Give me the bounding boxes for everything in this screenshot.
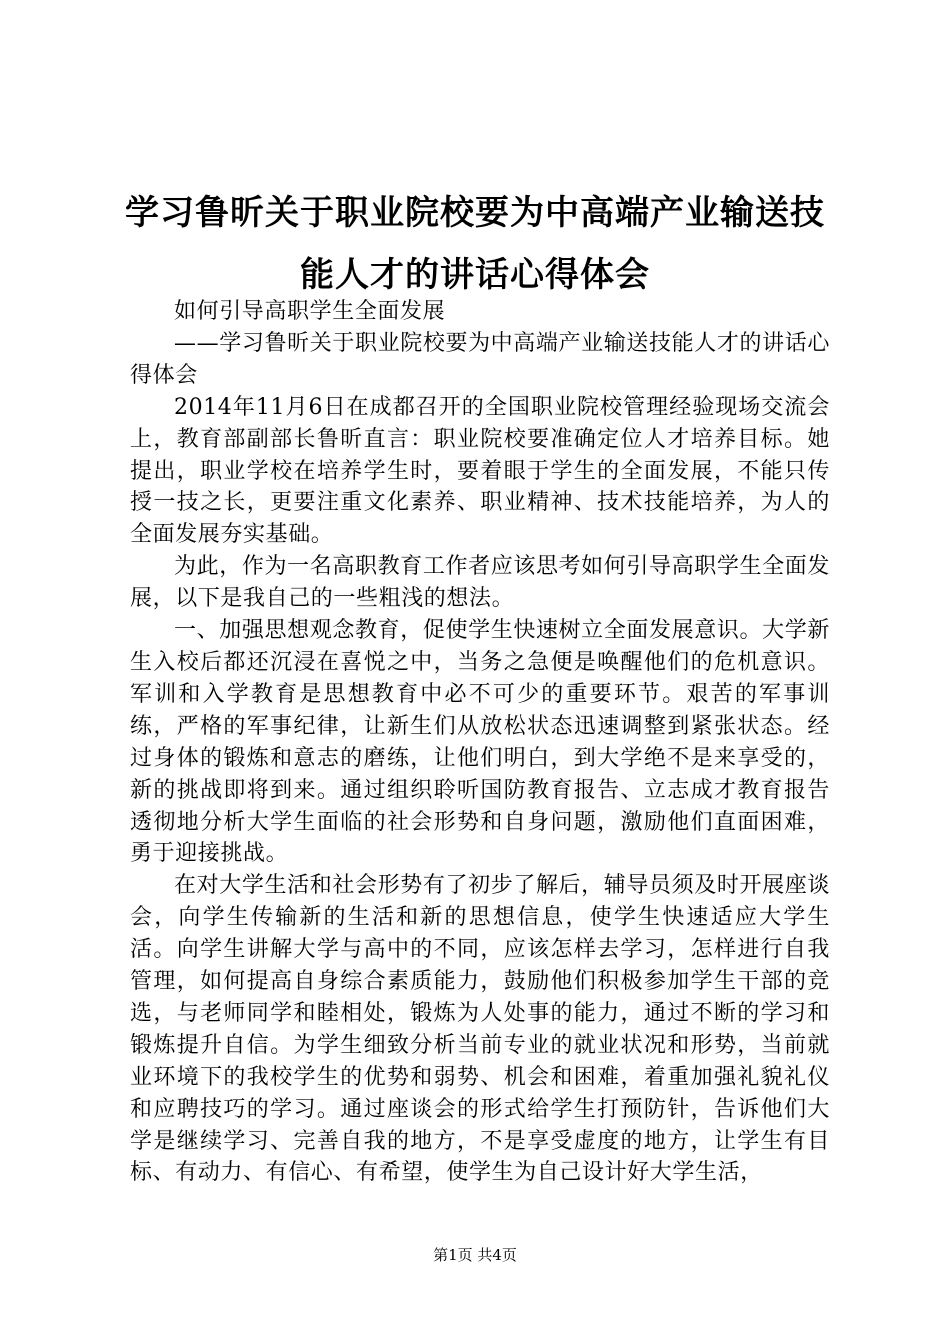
paragraph: 一、加强思想观念教育，促使学生快速树立全面发展意识。大学新生入校后都还沉浸在喜悦之中，当务之急便是唤醒他们的危机意识。军训和入学教育是思想教育中必不可少的重要环节。艰苦的军事训练，严格的军事纪律，让新生们从放松状态迅速调整到紧张状态。经过身体的锻炼和意志的磨练，让他们明白，到大学绝不是来享受的，新的挑战即将到来。通过组织聆听国防教育报告、立志成才教育报告透彻地分析大学生面临的社会形势和自身问题，激励他们直面困难，勇于迎接挑战。 xyxy=(130,618,830,867)
paragraph: 2014年11月6日在成都召开的全国职业院校管理经验现场交流会上，教育部副部长鲁昕直言：职业院校要准确定位人才培养目标。她提出，职业学校在培养学生时，要着眼于学生的全面发展，不能只传授一技之长，更要注重文化素养、职业精神、技术技能培养，为人的全面发展夯实基础。 xyxy=(130,394,830,548)
subtitle: 如何引导高职学生全面发展 xyxy=(174,299,446,324)
document-title xyxy=(100,182,850,306)
title-line-2: 能人才的讲话心得体会 xyxy=(300,255,650,295)
title-line-1: 学习鲁昕关于职业院校要为中高端产业输送技 xyxy=(125,193,825,233)
document-body xyxy=(130,296,830,1189)
subtitle-dash-line: ——学习鲁昕关于职业院校要为中高端产业输送技能人才的讲话心得体会 xyxy=(130,330,830,388)
paragraph: 为此，作为一名高职教育工作者应该思考如何引导高职学生全面发展，以下是我自己的一些粗浅的想法。 xyxy=(130,554,830,612)
paragraph: 在对大学生活和社会形势有了初步了解后，辅导员须及时开展座谈会，向学生传输新的生活和新的思想信息，使学生快速适应大学生活。向学生讲解大学与高中的不同，应该怎样去学习，怎样进行自我管理，如何提高自身综合素质能力，鼓励他们积极参加学生干部的竞选，与老师同学和睦相处，锻炼为人处事的能力，通过不断的学习和锻炼提升自信。为学生细致分析当前专业的就业状况和形势，当前就业环境下的我校学生的优势和弱势、机会和困难，着重加强礼貌礼仪和应聘技巧的学习。通过座谈会的形式给学生打预防针，告诉他们大学是继续学习、完善自我的地方，不是享受虚度的地方，让学生有目标、有动力、有信心、有希望，使学生为自己设计好大学生活， xyxy=(130,873,830,1186)
page-number-footer: 第1页 共4页 xyxy=(433,1246,517,1264)
